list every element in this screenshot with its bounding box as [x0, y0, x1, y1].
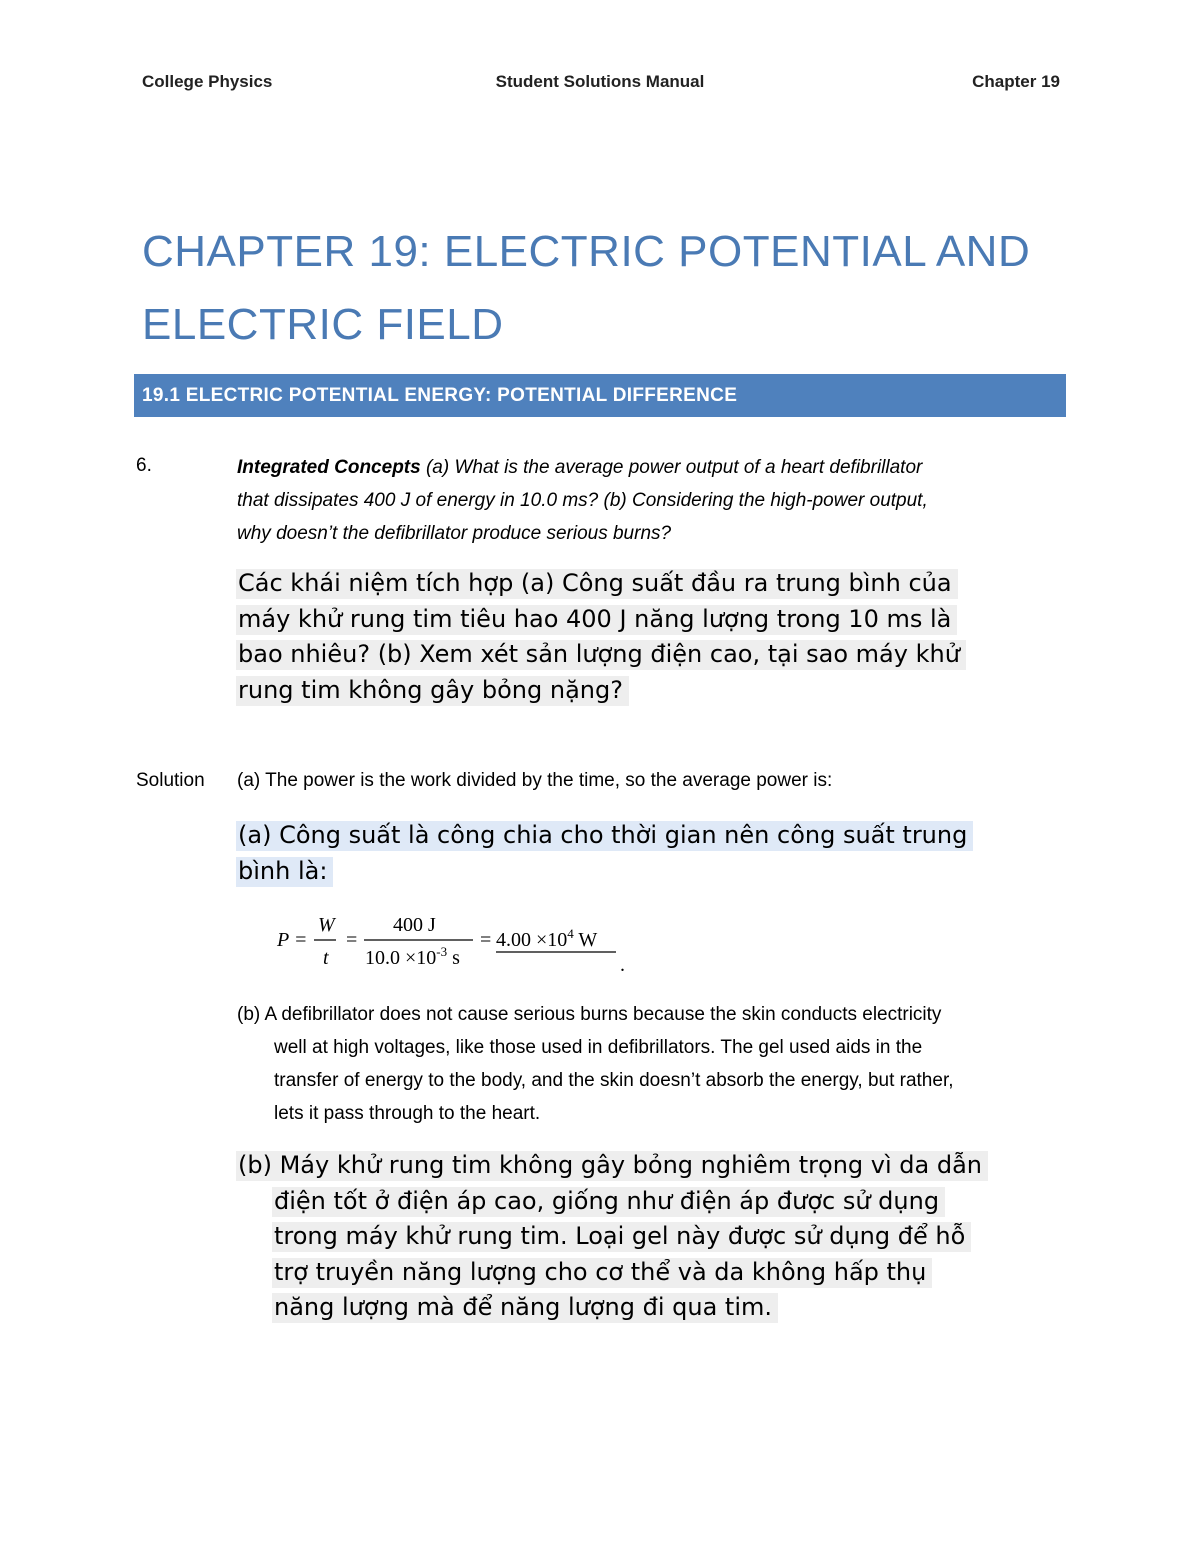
header-book-title: College Physics [142, 72, 273, 91]
equation-frac2-num: 400 J [393, 914, 436, 936]
solution-b-line: lets it pass through to the heart. [274, 1103, 541, 1124]
equation-eq2: = [346, 929, 358, 951]
equation-frac1-den: t [323, 947, 329, 969]
equation-frac2-den-base: 10.0 ×10 [365, 947, 437, 969]
translation-line: năng lượng mà để năng lượng đi qua tim. [272, 1293, 778, 1323]
solution-b-translation [236, 1148, 1096, 1326]
problem-number: 6. [136, 455, 152, 476]
equation-frac2-den-unit: s [447, 947, 460, 969]
translation-line: Các khái niệm tích hợp (a) Công suất đầu ra trung bình của [236, 569, 958, 599]
translation-line: trong máy khử rung tim. Loại gel này được sử dụng để hỗ [272, 1222, 971, 1252]
translation-line: bao nhiêu? (b) Xem xét sản lượng điện cao, tại sao máy khử [236, 640, 966, 670]
translation-line: bình là: [236, 857, 333, 887]
equation-result-base: 4.00 ×10 [496, 929, 568, 951]
solution-b-line: well at high voltages, like those used in defibrillators. The gel used aids in the [274, 1037, 923, 1058]
equation-result [496, 926, 597, 951]
chapter-title [142, 215, 1082, 361]
solution-b-line: transfer of energy to the body, and the skin doesn’t absorb the energy, but rather, [274, 1070, 954, 1091]
header-manual-title: Student Solutions Manual [495, 72, 705, 91]
translation-line: rung tim không gây bỏng nặng? [236, 676, 629, 706]
problem-label: Integrated Concepts [237, 457, 421, 478]
equation-lhs: P = [277, 929, 308, 951]
chapter-title-line-2: ELECTRIC FIELD [142, 300, 504, 349]
equation-eq3: = [480, 929, 492, 951]
equation-result-exp: 4 [567, 926, 574, 941]
translation-line: máy khử rung tim tiêu hao 400 J năng lượng trong 10 ms là [236, 605, 957, 635]
translation-line: (a) Công suất là công chia cho thời gian nên công suất trung [236, 821, 973, 851]
section-heading-bar [134, 374, 1066, 417]
problem-translation [236, 566, 1076, 708]
problem-text-line-3: why doesn’t the defibrillator produce serious burns? [237, 523, 672, 544]
solution-a-translation [236, 818, 1076, 889]
translation-line: điện tốt ở điện áp cao, giống như điện áp được sử dụng [272, 1187, 945, 1217]
solution-part-b [237, 998, 1057, 1130]
equation-frac1-num: W [318, 914, 335, 936]
solution-b-line: (b) A defibrillator does not cause serious burns because the skin conducts electricity [237, 1004, 942, 1025]
section-heading: 19.1 ELECTRIC POTENTIAL ENERGY: POTENTIAL DIFFERENCE [142, 385, 738, 406]
equation-frac2-den [365, 944, 460, 969]
solution-label: Solution [136, 770, 205, 791]
chapter-title-line-1: CHAPTER 19: ELECTRIC POTENTIAL AND [142, 227, 1031, 276]
solution-part-a: (a) The power is the work divided by the time, so the average power is: [237, 770, 833, 791]
translation-line: (b) Máy khử rung tim không gây bỏng nghiêm trọng vì da dẫn [236, 1151, 988, 1181]
problem-text-line-1: (a) What is the average power output of a heart defibrillator [420, 457, 923, 478]
equation-period: . [620, 954, 625, 976]
problem-text-line-2: that dissipates 400 J of energy in 10.0 ms? (b) Considering the high-power output, [237, 490, 928, 511]
translation-line: trợ truyền năng lượng cho cơ thể và da không hấp thụ [272, 1258, 932, 1288]
equation-result-unit: W [573, 929, 598, 951]
equation-frac2-den-exp: -3 [436, 944, 448, 959]
problem-question [237, 451, 1037, 550]
power-equation [270, 905, 650, 985]
header-chapter: Chapter 19 [972, 72, 1060, 91]
